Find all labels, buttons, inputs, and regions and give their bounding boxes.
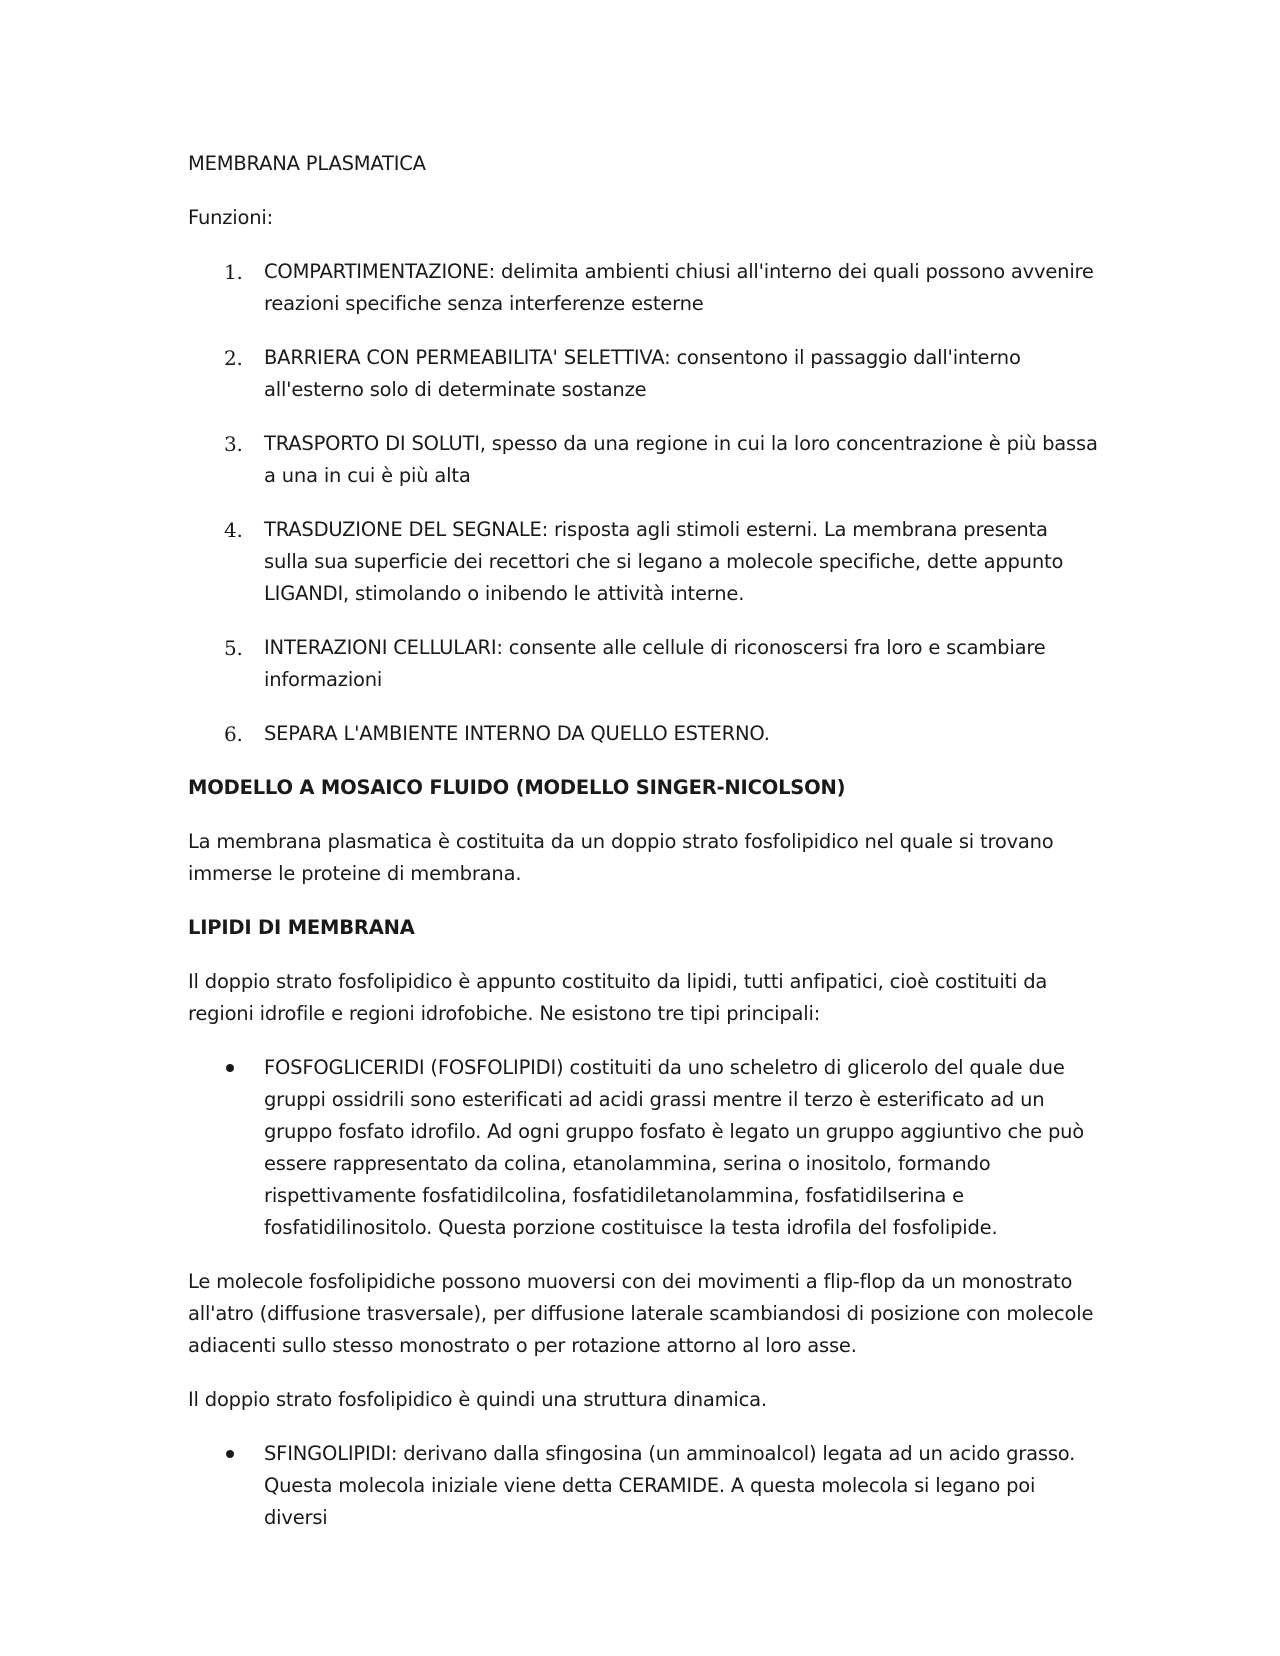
movement-paragraph: Le molecole fosfolipidiche possono muoversi con dei movimenti a flip-flop da un monostrato all'atro (diffusione trasversale), per diffusione laterale scambiandosi di posizione con molecole adiacenti sullo stesso monostrato o per rotazione attorno al loro asse. xyxy=(188,1270,1094,1357)
list-item xyxy=(188,632,1098,696)
list-number: 6. xyxy=(224,722,243,746)
lipid-types-list-2 xyxy=(188,1438,1098,1534)
list-item xyxy=(188,1052,1098,1244)
functions-label: Funzioni: xyxy=(188,206,273,229)
document-page xyxy=(188,148,1098,1556)
list-item xyxy=(188,342,1098,406)
document-title: MEMBRANA PLASMATICA xyxy=(188,152,426,175)
dynamic-paragraph: Il doppio strato fosfolipidico è quindi una struttura dinamica. xyxy=(188,1388,767,1411)
list-item xyxy=(188,1438,1098,1534)
list-item-text: COMPARTIMENTAZIONE: delimita ambienti chiusi all'interno dei quali possono avvenire reazioni specifiche senza interferenze esterne xyxy=(264,260,1094,315)
list-number: 3. xyxy=(224,432,243,456)
list-item-text: SEPARA L'AMBIENTE INTERNO DA QUELLO ESTERNO. xyxy=(264,722,770,745)
bullet-icon xyxy=(226,1064,234,1072)
list-item xyxy=(188,718,1098,750)
list-item-text: BARRIERA CON PERMEABILITA' SELETTIVA: consentono il passaggio dall'interno all'esterno solo di determinate sostanze xyxy=(264,346,1021,401)
lipids-intro-paragraph: Il doppio strato fosfolipidico è appunto costituito da lipidi, tutti anfipatici, cioè costituiti da regioni idrofile e regioni idrofobiche. Ne esistono tre tipi principali: xyxy=(188,970,1048,1025)
list-item-text: INTERAZIONI CELLULARI: consente alle cellule di riconoscersi fra loro e scambiare informazioni xyxy=(264,636,1046,691)
list-number: 5. xyxy=(224,636,243,660)
list-item-text: SFINGOLIPIDI: derivano dalla sfingosina (un amminoalcol) legata ad un acido grasso. Questa molecola iniziale viene detta CERAMIDE. A questa molecola si legano poi diversi xyxy=(264,1442,1076,1529)
list-item xyxy=(188,256,1098,320)
lipids-heading: LIPIDI DI MEMBRANA xyxy=(188,916,415,939)
list-item-text: TRASDUZIONE DEL SEGNALE: risposta agli stimoli esterni. La membrana presenta sulla sua superficie dei recettori che si legano a molecole specifiche, dette appunto LIGANDI, stimolando o inibendo le attività interne. xyxy=(264,518,1064,605)
list-item-text: TRASPORTO DI SOLUTI, spesso da una regione in cui la loro concentrazione è più bassa a una in cui è più alta xyxy=(264,432,1098,487)
list-item-text: FOSFOGLICERIDI (FOSFOLIPIDI) costituiti da uno scheletro di glicerolo del quale due gruppi ossidrili sono esterificati ad acidi grassi mentre il terzo è esterificato ad un gruppo fosfato idrofilo. Ad ogni gruppo fosfato è legato un gruppo aggiuntivo che può essere rappresentato da colina, etanolammina, serina o inositolo, formando rispettivamente fosfatidilcolina, fosfatidiletanolammina, fosfatidilserina e fosfatidilinositolo. Questa porzione costituisce la testa idrofila del fosfolipide. xyxy=(264,1056,1085,1239)
functions-list xyxy=(188,256,1098,750)
list-number: 1. xyxy=(224,260,243,284)
lipid-types-list-1 xyxy=(188,1052,1098,1244)
list-number: 4. xyxy=(224,518,243,542)
model-heading: MODELLO A MOSAICO FLUIDO (MODELLO SINGER-NICOLSON) xyxy=(188,776,846,799)
list-item xyxy=(188,514,1098,610)
model-paragraph: La membrana plasmatica è costituita da un doppio strato fosfolipidico nel quale si trovano immerse le proteine di membrana. xyxy=(188,830,1054,885)
list-number: 2. xyxy=(224,346,243,370)
bullet-icon xyxy=(226,1450,234,1458)
list-item xyxy=(188,428,1098,492)
